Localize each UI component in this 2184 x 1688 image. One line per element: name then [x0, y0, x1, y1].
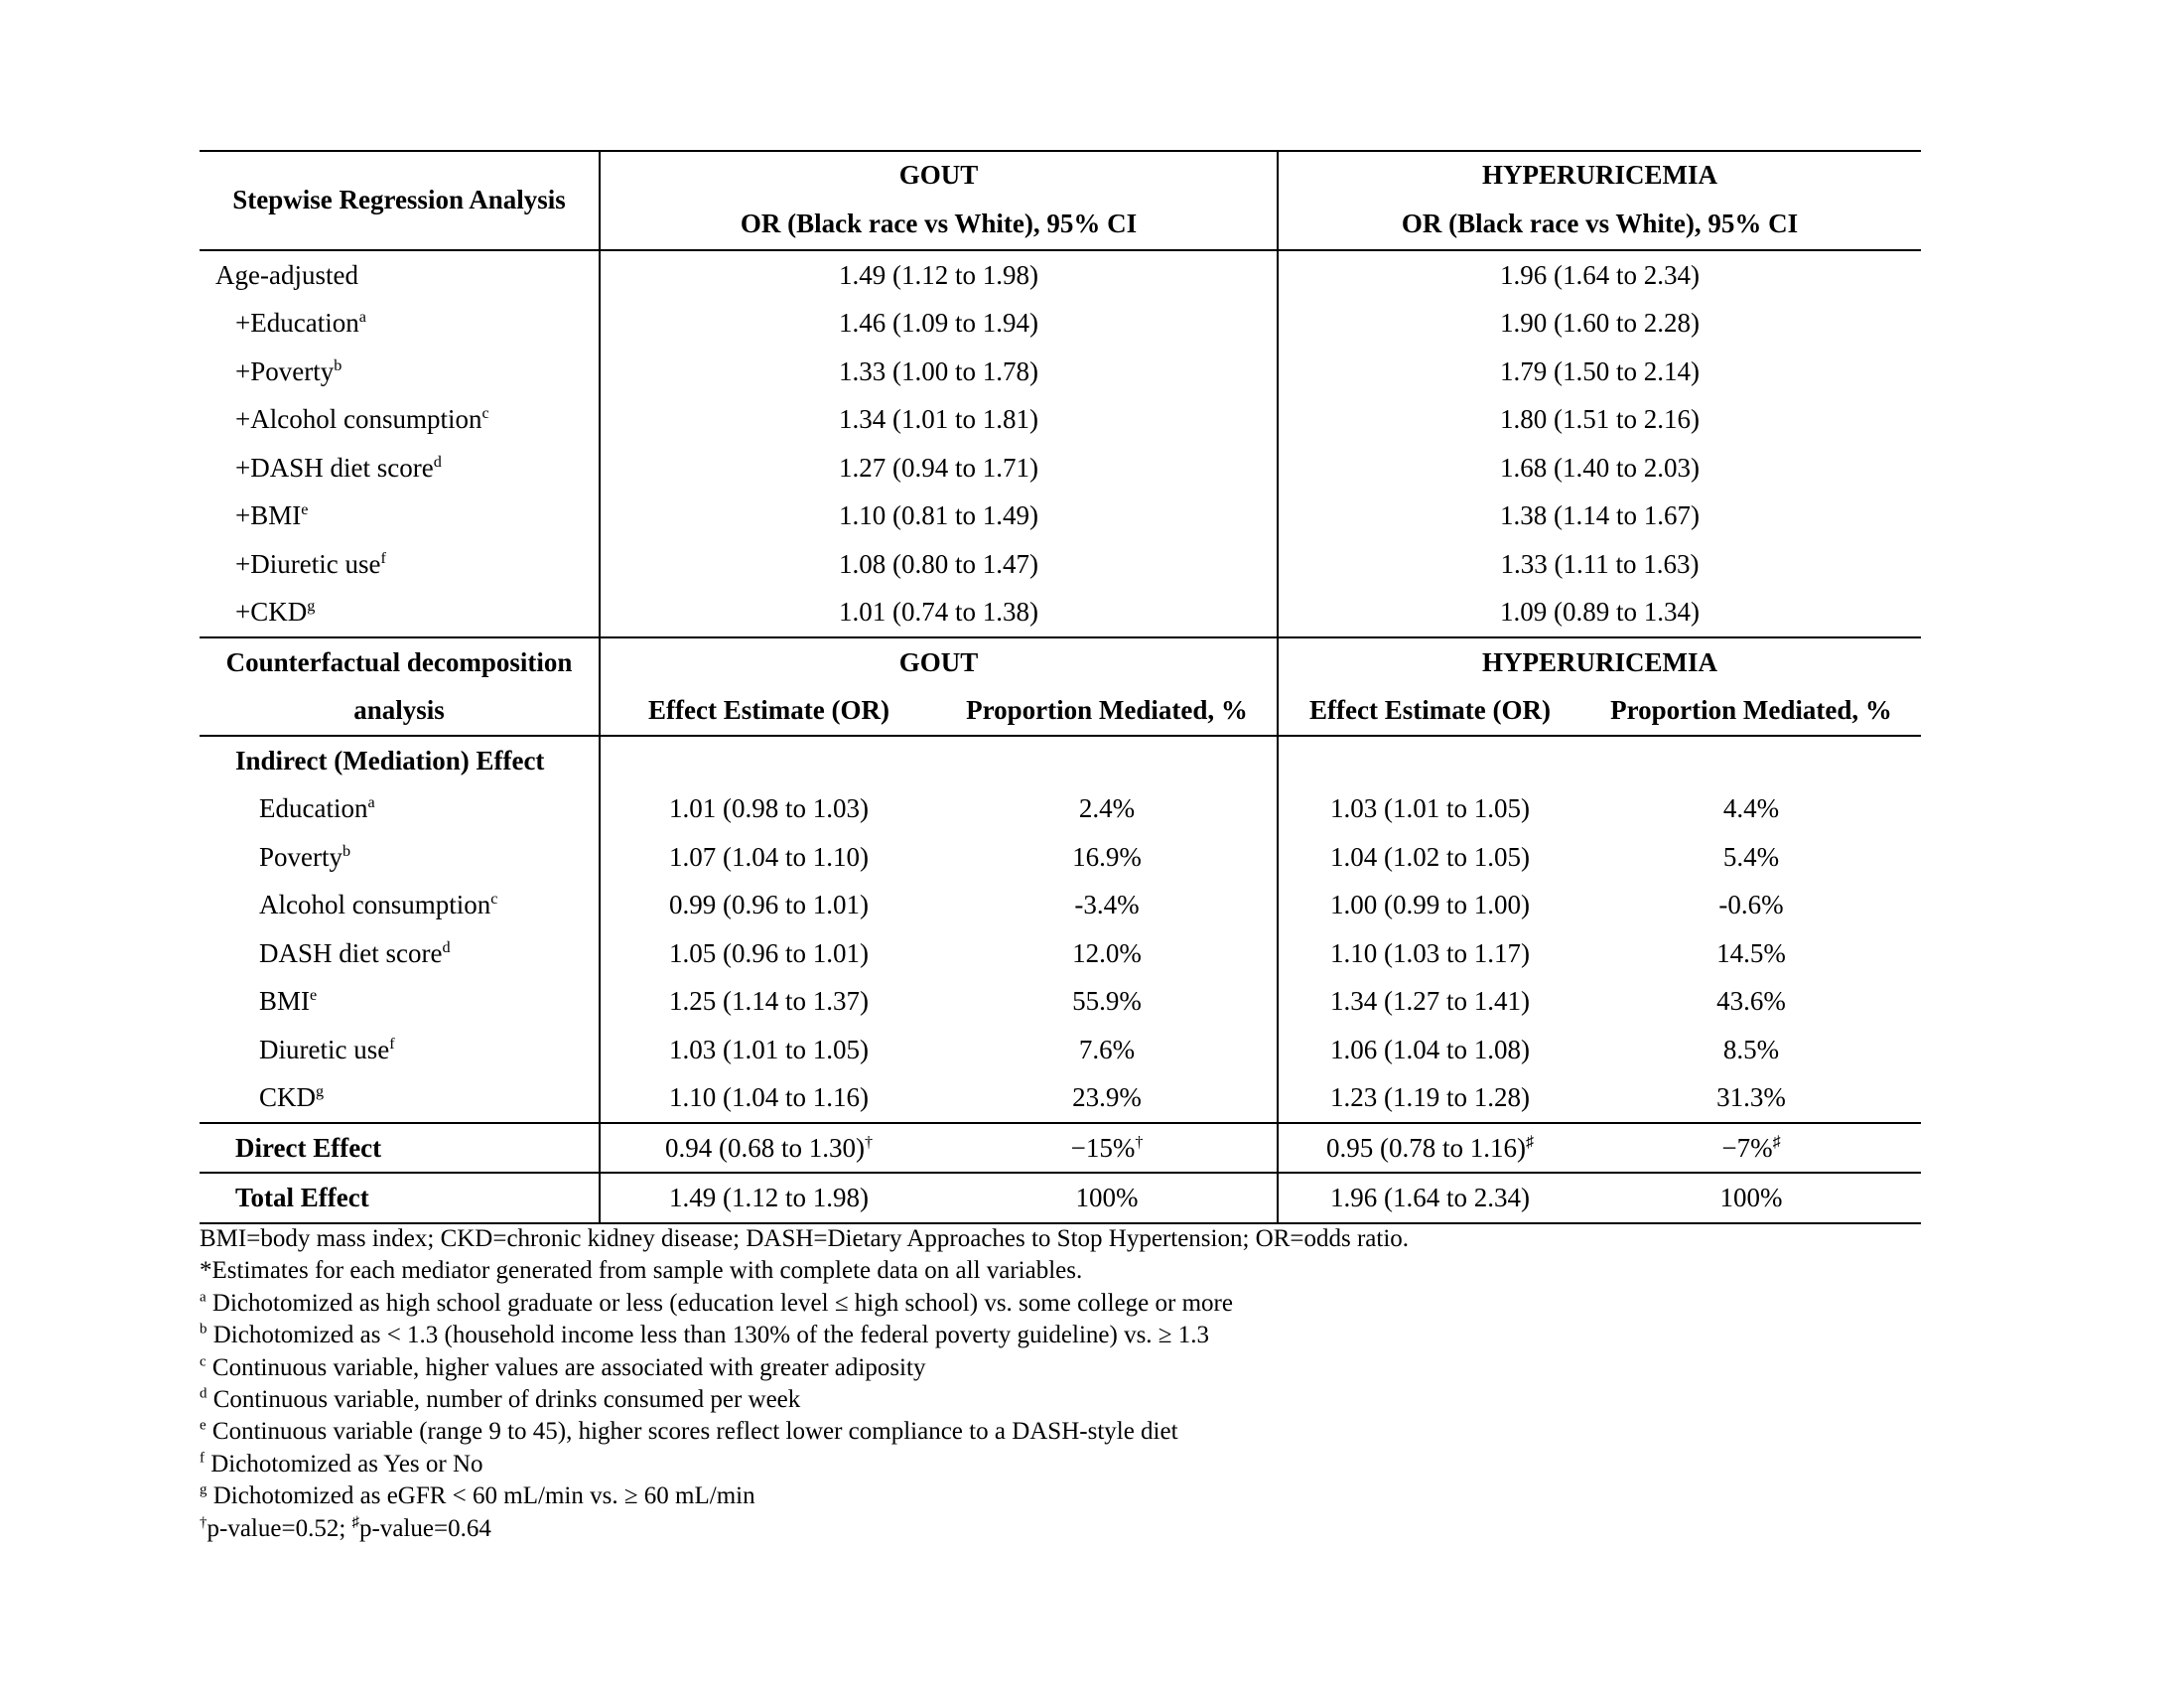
row-label: +DASH diet score: [235, 452, 434, 483]
gout-proportion: 2.4%: [937, 784, 1278, 833]
row-label-sup: d: [442, 937, 451, 956]
gout-estimate: 0.94 (0.68 to 1.30): [664, 1132, 865, 1163]
gout-estimate: 0.99 (0.96 to 1.01): [669, 890, 869, 919]
gout-proportion: 7.6%: [937, 1026, 1278, 1074]
gout-estimate: 1.25 (1.14 to 1.37): [669, 986, 869, 1016]
row-label: +Diuretic use: [235, 548, 381, 579]
direct-effect-row: [200, 1123, 1921, 1174]
row-label: +CKD: [235, 597, 308, 627]
hyper-effect-estimate-header: Effect Estimate (OR): [1278, 686, 1581, 736]
footnote: [200, 1480, 1921, 1512]
row-label-sup: f: [389, 1034, 395, 1053]
decomp-label-line2: analysis: [200, 686, 600, 736]
total-effect-row: [200, 1173, 1921, 1223]
row-label: Age-adjusted: [215, 259, 358, 290]
indirect-label: Indirect (Mediation) Effect: [200, 736, 600, 785]
row-label: +Alcohol consumption: [235, 404, 482, 434]
row-label: DASH diet score: [259, 937, 443, 968]
hyper-proportion: 5.4%: [1722, 841, 1780, 872]
indirect-row: [200, 736, 1921, 785]
hyper-proportion-header: Proportion Mediated, %: [1581, 686, 1921, 736]
hyper-value: 1.38 (1.14 to 1.67): [1500, 500, 1701, 530]
hyper-value: 1.90 (1.60 to 2.28): [1500, 308, 1701, 338]
gout-proportion: 23.9%: [937, 1073, 1278, 1123]
row-label-sup: e: [310, 986, 318, 1004]
row-label-sup: c: [481, 404, 489, 422]
mediator-row: [200, 784, 1921, 833]
row-label-sup: e: [301, 500, 309, 518]
hyper-estimate: 1.23 (1.19 to 1.28): [1278, 1073, 1581, 1123]
gout-estimate-sup: †: [864, 1132, 874, 1151]
footnote-mark: f: [200, 1450, 205, 1467]
hyper-header-title: HYPERURICEMIA: [1482, 160, 1718, 191]
row-label-sup: b: [342, 841, 351, 860]
footnote: [200, 1384, 1921, 1416]
hyper-value: 1.96 (1.64 to 2.34): [1500, 259, 1701, 290]
gout-proportion: -3.4%: [937, 881, 1278, 929]
footnote-text: Continuous variable, higher values are associated with greater adiposity: [205, 1353, 926, 1381]
decomp-gout-title: GOUT: [600, 637, 1278, 687]
hyper-estimate: 1.04 (1.02 to 1.05): [1330, 841, 1530, 872]
stepwise-row: [200, 540, 1921, 589]
gout-value: 1.46 (1.09 to 1.94): [600, 299, 1278, 348]
footnote-mark: e: [200, 1418, 206, 1435]
hyper-proportion: 8.5%: [1722, 1034, 1780, 1064]
stepwise-row: [200, 250, 1921, 300]
hyper-estimate: 1.03 (1.01 to 1.05): [1330, 793, 1530, 823]
decomp-hyper-title: HYPERURICEMIA: [1482, 646, 1718, 677]
hyper-estimate: 1.34 (1.27 to 1.41): [1330, 986, 1530, 1016]
gout-estimate: 1.03 (1.01 to 1.05): [669, 1034, 869, 1064]
footnote-text: Dichotomized as < 1.3 (household income less than 130% of the federal poverty guideline) vs. ≥ 1.3: [206, 1322, 1210, 1349]
row-label-sup: c: [490, 890, 498, 908]
footnote-text: p-value=0.52;: [206, 1514, 352, 1542]
footnote-mark: b: [200, 1321, 207, 1337]
mediator-row: [200, 929, 1921, 978]
footnote-text: Continuous variable, number of drinks consumed per week: [206, 1386, 801, 1414]
hyper-header-subtitle: OR (Black race vs White), 95% CI: [1278, 201, 1921, 250]
footnote-text: Continuous variable (range 9 to 45), higher scores reflect lower compliance to a DASH-style diet: [205, 1418, 1178, 1446]
mediator-row: [200, 1073, 1921, 1123]
decomp-label-line1: Counterfactual decomposition: [200, 637, 600, 687]
decomp-header-row-1: [200, 637, 1921, 687]
hyper-proportion-sup: ♯: [1772, 1132, 1781, 1151]
footnotes: [200, 1223, 1921, 1545]
row-label: Education: [259, 793, 368, 823]
hyper-estimate: 1.96 (1.64 to 2.34): [1278, 1173, 1581, 1223]
footnote: [200, 1449, 1921, 1480]
gout-proportion-header: Proportion Mediated, %: [937, 686, 1278, 736]
hyper-value: 1.79 (1.50 to 2.14): [1500, 355, 1701, 386]
row-label-sup: d: [433, 452, 442, 471]
footnote-text: Dichotomized as high school graduate or less (education level ≤ high school) vs. some college or more: [205, 1289, 1233, 1317]
footnote: [200, 1513, 1921, 1545]
footnote-text: p-value=0.64: [359, 1514, 491, 1542]
header-row-1: [200, 151, 1921, 201]
gout-value: 1.10 (0.81 to 1.49): [600, 492, 1278, 540]
gout-value: 1.34 (1.01 to 1.81): [600, 395, 1278, 444]
gout-value: 1.49 (1.12 to 1.98): [600, 250, 1278, 300]
gout-estimate: 1.05 (0.96 to 1.01): [669, 937, 869, 968]
footnote: [200, 1255, 1921, 1287]
row-label: Diuretic use: [259, 1034, 390, 1064]
hyper-value: 1.33 (1.11 to 1.63): [1500, 548, 1700, 579]
row-label-sup: a: [367, 793, 375, 811]
mediator-row: [200, 881, 1921, 929]
hyper-estimate: 1.10 (1.03 to 1.17): [1330, 937, 1530, 968]
hyper-proportion: 43.6%: [1716, 986, 1786, 1016]
row-label: BMI: [259, 986, 311, 1016]
footnote: [200, 1352, 1921, 1384]
gout-proportion-sup: †: [1135, 1132, 1144, 1151]
stepwise-row: [200, 492, 1921, 540]
hyper-proportion: −7%: [1721, 1132, 1773, 1163]
stepwise-row: [200, 444, 1921, 492]
gout-value: 1.27 (0.94 to 1.71): [600, 444, 1278, 492]
hyper-estimate: 1.06 (1.04 to 1.08): [1330, 1034, 1530, 1064]
footnote: [200, 1223, 1921, 1255]
gout-value: 1.08 (0.80 to 1.47): [600, 540, 1278, 589]
mediator-row: [200, 833, 1921, 882]
row-label: CKD: [259, 1082, 317, 1112]
hyper-proportion: 14.5%: [1716, 937, 1786, 968]
gout-value: 1.33 (1.00 to 1.78): [600, 348, 1278, 396]
mediator-row: [200, 977, 1921, 1026]
hyper-proportion: -0.6%: [1718, 890, 1784, 919]
footnote-mark: ♯: [351, 1514, 360, 1531]
stepwise-row: [200, 588, 1921, 637]
results-table: [200, 150, 1921, 1224]
hyper-proportion: 4.4%: [1722, 793, 1780, 823]
gout-proportion: 55.9%: [937, 977, 1278, 1026]
row-label: Poverty: [259, 841, 342, 872]
gout-estimate: 1.07 (1.04 to 1.10): [669, 841, 869, 872]
hyper-estimate: 0.95 (0.78 to 1.16): [1325, 1132, 1526, 1163]
footnote-mark: d: [200, 1385, 207, 1402]
row-label-sup: g: [316, 1082, 325, 1100]
decomp-header-row-2: [200, 686, 1921, 736]
row-label-sup: f: [380, 548, 386, 567]
footnote: [200, 1416, 1921, 1448]
gout-effect-estimate-header: Effect Estimate (OR): [600, 686, 937, 736]
mediator-row: [200, 1026, 1921, 1074]
footnote: [200, 1288, 1921, 1320]
gout-proportion: 100%: [937, 1173, 1278, 1223]
stepwise-header-label: Stepwise Regression Analysis: [200, 151, 600, 250]
row-label-sup: b: [334, 355, 342, 374]
footnote-mark: g: [200, 1481, 207, 1498]
footnote: [200, 1320, 1921, 1351]
row-label: +Poverty: [235, 355, 335, 386]
hyper-estimate: 1.00 (0.99 to 1.00): [1330, 890, 1530, 919]
footnote-mark: a: [200, 1289, 206, 1306]
hyper-estimate-sup: ♯: [1525, 1132, 1535, 1151]
footnote-mark: †: [200, 1514, 207, 1531]
gout-proportion: 12.0%: [937, 929, 1278, 978]
hyper-proportion: 31.3%: [1581, 1073, 1921, 1123]
gout-value: 1.01 (0.74 to 1.38): [600, 588, 1278, 637]
hyper-proportion: 100%: [1581, 1173, 1921, 1223]
row-label: +Education: [235, 308, 359, 338]
row-label: +BMI: [235, 500, 302, 530]
gout-proportion: 16.9%: [937, 833, 1278, 882]
direct-effect-label: Direct Effect: [200, 1123, 600, 1174]
gout-estimate: 1.10 (1.04 to 1.16): [600, 1073, 937, 1123]
gout-estimate: 1.01 (0.98 to 1.03): [669, 793, 869, 823]
stepwise-row: [200, 348, 1921, 396]
gout-proportion: −15%: [1070, 1132, 1136, 1163]
hyper-value: 1.80 (1.51 to 2.16): [1500, 404, 1701, 434]
gout-header-title: GOUT: [600, 151, 1278, 201]
row-label-sup: g: [307, 597, 316, 615]
footnote-text: *Estimates for each mediator generated from sample with complete data on all variables.: [200, 1257, 1083, 1285]
footnote-mark: c: [200, 1353, 206, 1370]
stepwise-row: [200, 299, 1921, 348]
total-effect-label: Total Effect: [200, 1173, 600, 1223]
gout-header-subtitle: OR (Black race vs White), 95% CI: [600, 201, 1278, 250]
hyper-value: 1.09 (0.89 to 1.34): [1278, 588, 1921, 637]
hyper-value: 1.68 (1.40 to 2.03): [1500, 452, 1701, 483]
stepwise-row: [200, 395, 1921, 444]
footnote-text: Dichotomized as eGFR < 60 mL/min vs. ≥ 60 mL/min: [206, 1482, 755, 1510]
gout-estimate: 1.49 (1.12 to 1.98): [600, 1173, 937, 1223]
row-label: Alcohol consumption: [259, 890, 491, 919]
footnote-text: Dichotomized as Yes or No: [205, 1450, 483, 1477]
row-label-sup: a: [358, 308, 366, 326]
footnote-text: BMI=body mass index; CKD=chronic kidney disease; DASH=Dietary Approaches to Stop Hypertension; OR=odds ratio.: [200, 1225, 1410, 1252]
